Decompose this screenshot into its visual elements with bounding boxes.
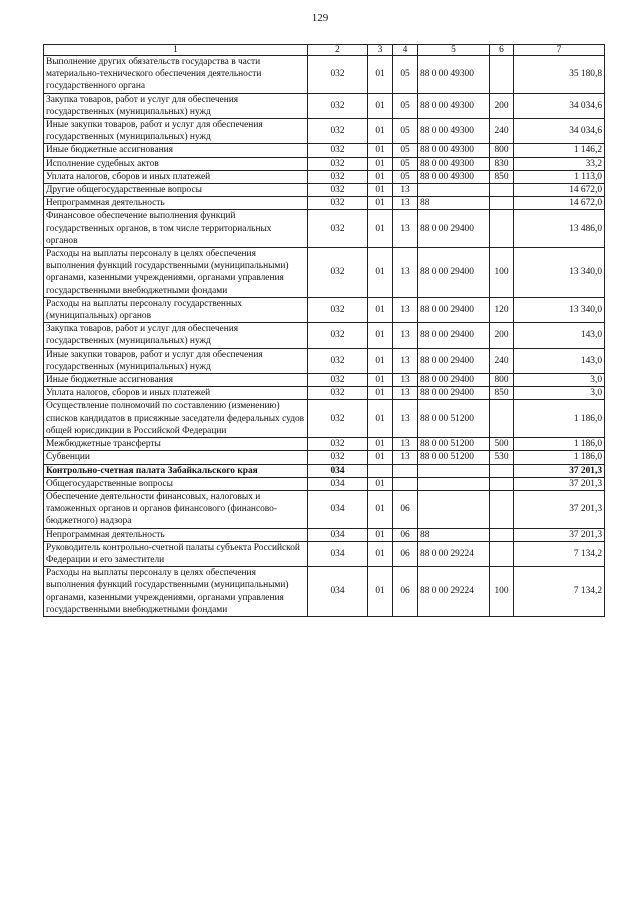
expense-type-cell: 120 (490, 297, 514, 322)
amount-cell: 37 201,3 (514, 490, 605, 528)
subsection-code-cell: 06 (393, 490, 418, 528)
amount-cell: 3,0 (514, 387, 605, 400)
section-code-cell: 01 (368, 210, 393, 248)
table-row (44, 528, 605, 541)
column-header: 1 (44, 45, 308, 56)
column-header: 6 (490, 45, 514, 56)
admin-code-cell: 032 (308, 387, 368, 400)
item-name-cell: Уплата налогов, сборов и иных платежей (44, 170, 308, 183)
section-code-cell: 01 (368, 93, 393, 118)
section-code-cell: 01 (368, 451, 393, 464)
subsection-code-cell: 05 (393, 170, 418, 183)
amount-cell: 14 672,0 (514, 184, 605, 197)
item-name-cell: Другие общегосударственные вопросы (44, 184, 308, 197)
expense-type-cell (490, 56, 514, 94)
admin-code-cell: 034 (308, 541, 368, 566)
amount-cell: 1 186,0 (514, 400, 605, 438)
table-row (44, 297, 605, 322)
expense-type-cell: 200 (490, 93, 514, 118)
admin-code-cell: 034 (308, 490, 368, 528)
section-code-cell: 01 (368, 477, 393, 490)
target-item-cell: 88 (418, 197, 490, 210)
budget-table (43, 44, 605, 617)
item-name-cell: Иные закупки товаров, работ и услуг для обеспечения государственных (муниципальных) нужд (44, 119, 308, 144)
subsection-code-cell: 13 (393, 184, 418, 197)
amount-cell: 1 186,0 (514, 438, 605, 451)
target-item-cell: 88 0 00 49300 (418, 56, 490, 94)
item-name-cell: Расходы на выплаты персоналу в целях обеспечения выполнения функций государственными (муниципальными) органами, казенными учреждениями, органами управления государственными внебюджетными фондами (44, 248, 308, 298)
amount-cell: 34 034,6 (514, 119, 605, 144)
section-code-cell: 01 (368, 184, 393, 197)
amount-cell: 13 340,0 (514, 248, 605, 298)
subsection-code-cell: 06 (393, 528, 418, 541)
target-item-cell (418, 464, 490, 477)
column-header: 5 (418, 45, 490, 56)
subsection-code-cell: 05 (393, 93, 418, 118)
item-name-cell: Непрограммная деятельность (44, 197, 308, 210)
expense-type-cell (490, 400, 514, 438)
item-name-cell: Непрограммная деятельность (44, 528, 308, 541)
section-code-cell: 01 (368, 170, 393, 183)
admin-code-cell: 032 (308, 184, 368, 197)
table-row (44, 567, 605, 617)
target-item-cell: 88 0 00 29224 (418, 567, 490, 617)
section-code-cell: 01 (368, 197, 393, 210)
amount-cell: 37 201,3 (514, 464, 605, 477)
expense-type-cell: 800 (490, 144, 514, 157)
target-item-cell: 88 0 00 51200 (418, 451, 490, 464)
subsection-code-cell: 13 (393, 348, 418, 373)
subsection-code-cell: 13 (393, 323, 418, 348)
table-row (44, 374, 605, 387)
target-item-cell: 88 0 00 49300 (418, 144, 490, 157)
admin-code-cell: 034 (308, 464, 368, 477)
subsection-code-cell: 06 (393, 541, 418, 566)
expense-type-cell: 500 (490, 438, 514, 451)
admin-code-cell: 034 (308, 528, 368, 541)
admin-code-cell: 032 (308, 56, 368, 94)
admin-code-cell: 032 (308, 323, 368, 348)
amount-cell: 14 672,0 (514, 197, 605, 210)
expense-type-cell: 850 (490, 170, 514, 183)
table-row (44, 197, 605, 210)
target-item-cell: 88 (418, 528, 490, 541)
table-row (44, 477, 605, 490)
table-row (44, 210, 605, 248)
section-code-cell: 01 (368, 528, 393, 541)
subsection-code-cell: 13 (393, 374, 418, 387)
admin-code-cell: 032 (308, 248, 368, 298)
expense-type-cell: 200 (490, 323, 514, 348)
table-row (44, 490, 605, 528)
item-name-cell: Исполнение судебных актов (44, 157, 308, 170)
item-name-cell: Иные бюджетные ассигнования (44, 144, 308, 157)
item-name-cell: Субвенции (44, 451, 308, 464)
subsection-code-cell: 13 (393, 438, 418, 451)
admin-code-cell: 032 (308, 157, 368, 170)
target-item-cell: 88 0 00 29400 (418, 374, 490, 387)
admin-code-cell: 034 (308, 567, 368, 617)
section-code-cell: 01 (368, 387, 393, 400)
item-name-cell: Иные закупки товаров, работ и услуг для обеспечения государственных (муниципальных) нужд (44, 348, 308, 373)
subsection-code-cell: 13 (393, 297, 418, 322)
item-name-cell: Обеспечение деятельности финансовых, налоговых и таможенных органов и органов финансового (финансово-бюджетного) надзора (44, 490, 308, 528)
amount-cell: 1 113,0 (514, 170, 605, 183)
table-row (44, 323, 605, 348)
admin-code-cell: 032 (308, 119, 368, 144)
section-code-cell (368, 464, 393, 477)
expense-type-cell (490, 490, 514, 528)
table-row (44, 119, 605, 144)
amount-cell: 7 134,2 (514, 541, 605, 566)
table-row (44, 348, 605, 373)
admin-code-cell: 032 (308, 348, 368, 373)
subsection-code-cell: 13 (393, 400, 418, 438)
admin-code-cell: 032 (308, 374, 368, 387)
admin-code-cell: 034 (308, 477, 368, 490)
section-code-cell: 01 (368, 541, 393, 566)
section-code-cell: 01 (368, 438, 393, 451)
section-code-cell: 01 (368, 248, 393, 298)
section-code-cell: 01 (368, 157, 393, 170)
amount-cell: 33,2 (514, 157, 605, 170)
table-row (44, 93, 605, 118)
item-name-cell: Руководитель контрольно-счетной палаты субъекта Российской Федерации и его заместители (44, 541, 308, 566)
target-item-cell: 88 0 00 29400 (418, 348, 490, 373)
column-header: 2 (308, 45, 368, 56)
column-header: 4 (393, 45, 418, 56)
amount-cell: 1 146,2 (514, 144, 605, 157)
section-code-cell: 01 (368, 323, 393, 348)
expense-type-cell: 850 (490, 387, 514, 400)
section-code-cell: 01 (368, 297, 393, 322)
subsection-code-cell: 13 (393, 387, 418, 400)
expense-type-cell (490, 184, 514, 197)
item-name-cell: Контрольно-счетная палата Забайкальского края (44, 464, 308, 477)
table-row (44, 451, 605, 464)
column-header: 3 (368, 45, 393, 56)
subsection-code-cell: 13 (393, 451, 418, 464)
expense-type-cell: 530 (490, 451, 514, 464)
section-code-cell: 01 (368, 567, 393, 617)
item-name-cell: Закупка товаров, работ и услуг для обеспечения государственных (муниципальных) нужд (44, 93, 308, 118)
target-item-cell: 88 0 00 29400 (418, 297, 490, 322)
subsection-code-cell: 13 (393, 210, 418, 248)
admin-code-cell: 032 (308, 93, 368, 118)
expense-type-cell (490, 477, 514, 490)
expense-type-cell: 100 (490, 567, 514, 617)
amount-cell: 143,0 (514, 348, 605, 373)
table-row (44, 400, 605, 438)
amount-cell: 37 201,3 (514, 528, 605, 541)
target-item-cell: 88 0 00 29400 (418, 248, 490, 298)
subsection-code-cell: 05 (393, 119, 418, 144)
section-code-cell: 01 (368, 144, 393, 157)
expense-type-cell (490, 528, 514, 541)
item-name-cell: Финансовое обеспечение выполнения функций государственных органов, в том числе территориальных органов (44, 210, 308, 248)
admin-code-cell: 032 (308, 400, 368, 438)
section-code-cell: 01 (368, 348, 393, 373)
subsection-code-cell: 05 (393, 157, 418, 170)
table-row (44, 387, 605, 400)
item-name-cell: Закупка товаров, работ и услуг для обеспечения государственных (муниципальных) нужд (44, 323, 308, 348)
item-name-cell: Расходы на выплаты персоналу в целях обеспечения выполнения функций государственными (муниципальными) органами, казенными учреждениями, органами управления государственными внебюджетными фондами (44, 567, 308, 617)
section-code-cell: 01 (368, 374, 393, 387)
subsection-code-cell: 13 (393, 197, 418, 210)
admin-code-cell: 032 (308, 144, 368, 157)
item-name-cell: Межбюджетные трансферты (44, 438, 308, 451)
target-item-cell: 88 0 00 49300 (418, 170, 490, 183)
item-name-cell: Выполнение других обязательств государства в части материально-технического обеспечения деятельности государственного органа (44, 56, 308, 94)
admin-code-cell: 032 (308, 197, 368, 210)
table-row (44, 56, 605, 94)
expense-type-cell: 240 (490, 348, 514, 373)
target-item-cell: 88 0 00 49300 (418, 119, 490, 144)
amount-cell: 143,0 (514, 323, 605, 348)
admin-code-cell: 032 (308, 438, 368, 451)
item-name-cell: Общегосударственные вопросы (44, 477, 308, 490)
item-name-cell: Уплата налогов, сборов и иных платежей (44, 387, 308, 400)
target-item-cell: 88 0 00 51200 (418, 400, 490, 438)
section-code-cell: 01 (368, 400, 393, 438)
target-item-cell (418, 184, 490, 197)
column-header-row (44, 45, 605, 56)
expense-type-cell (490, 210, 514, 248)
expense-type-cell (490, 541, 514, 566)
subsection-code-cell: 06 (393, 567, 418, 617)
subsection-code-cell: 13 (393, 248, 418, 298)
amount-cell: 13 486,0 (514, 210, 605, 248)
target-item-cell: 88 0 00 29224 (418, 541, 490, 566)
table-row (44, 157, 605, 170)
section-code-cell: 01 (368, 56, 393, 94)
table-row (44, 170, 605, 183)
item-name-cell: Осуществление полномочий по составлению (изменению) списков кандидатов в присяжные заседатели федеральных судов общей юрисдикции в Российской Федерации (44, 400, 308, 438)
expense-type-cell: 800 (490, 374, 514, 387)
section-code-cell: 01 (368, 119, 393, 144)
table-row (44, 144, 605, 157)
amount-cell: 3,0 (514, 374, 605, 387)
subsection-code-cell (393, 477, 418, 490)
table-row (44, 184, 605, 197)
admin-code-cell: 032 (308, 210, 368, 248)
table-row (44, 248, 605, 298)
subsection-code-cell: 05 (393, 144, 418, 157)
target-item-cell (418, 490, 490, 528)
amount-cell: 34 034,6 (514, 93, 605, 118)
target-item-cell: 88 0 00 29400 (418, 210, 490, 248)
expense-type-cell (490, 464, 514, 477)
admin-code-cell: 032 (308, 297, 368, 322)
amount-cell: 13 340,0 (514, 297, 605, 322)
admin-code-cell: 032 (308, 170, 368, 183)
table-row (44, 464, 605, 477)
page-number: 129 (311, 12, 329, 24)
table-row (44, 541, 605, 566)
expense-type-cell (490, 197, 514, 210)
column-header: 7 (514, 45, 605, 56)
target-item-cell: 88 0 00 49300 (418, 157, 490, 170)
amount-cell: 35 180,8 (514, 56, 605, 94)
subsection-code-cell: 05 (393, 56, 418, 94)
amount-cell: 37 201,3 (514, 477, 605, 490)
expense-type-cell: 100 (490, 248, 514, 298)
expense-type-cell: 830 (490, 157, 514, 170)
target-item-cell: 88 0 00 29400 (418, 387, 490, 400)
amount-cell: 7 134,2 (514, 567, 605, 617)
section-code-cell: 01 (368, 490, 393, 528)
table-row (44, 438, 605, 451)
admin-code-cell: 032 (308, 451, 368, 464)
subsection-code-cell (393, 464, 418, 477)
item-name-cell: Расходы на выплаты персоналу государственных (муниципальных) органов (44, 297, 308, 322)
target-item-cell: 88 0 00 49300 (418, 93, 490, 118)
target-item-cell: 88 0 00 29400 (418, 323, 490, 348)
expense-type-cell: 240 (490, 119, 514, 144)
target-item-cell (418, 477, 490, 490)
item-name-cell: Иные бюджетные ассигнования (44, 374, 308, 387)
amount-cell: 1 186,0 (514, 451, 605, 464)
target-item-cell: 88 0 00 51200 (418, 438, 490, 451)
